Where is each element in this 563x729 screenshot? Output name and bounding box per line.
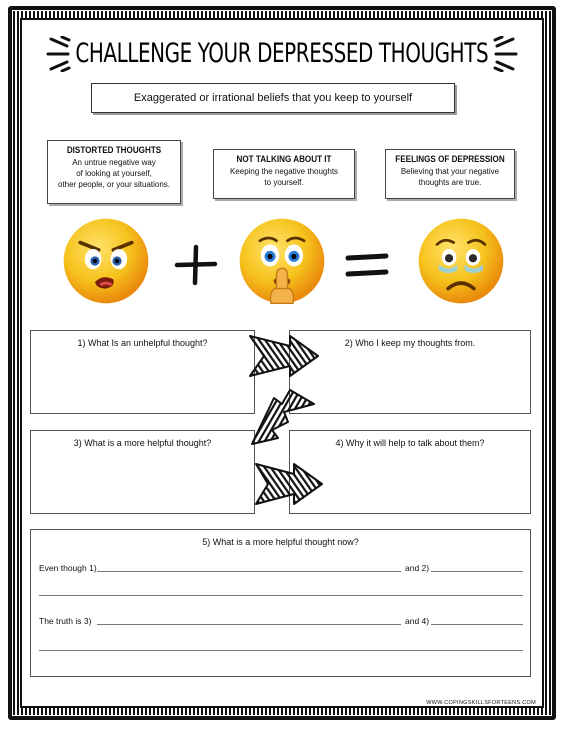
- shush-emoji-icon: [236, 215, 328, 307]
- fill-row-2-start: The truth is 3): [39, 616, 92, 626]
- definition-line: thoughts are true.: [418, 178, 482, 187]
- definition-line: other people, or your situations.: [57, 180, 171, 189]
- page-title-text: CHALLENGE YOUR DEPRESSED THOUGHTS: [75, 37, 489, 69]
- question-label: 1) What Is an unhelpful thought?: [77, 338, 208, 348]
- burst-right-icon: [492, 36, 522, 72]
- question-5-label: 5) What is a more helpful thought now?: [202, 537, 359, 547]
- angry-emoji-icon: [60, 215, 152, 307]
- arrow-right-2-icon: [252, 460, 326, 508]
- plus-sign-icon: [174, 243, 218, 287]
- blank-line-2[interactable]: [431, 571, 523, 572]
- definition-not-talking: [213, 149, 355, 199]
- definition-heading: FEELINGS OF DEPRESSION: [395, 154, 505, 164]
- fill-row-1: [39, 561, 523, 573]
- blank-line-full-2[interactable]: [39, 650, 523, 651]
- question-label: 4) Why it will help to talk about them?: [335, 438, 485, 448]
- blank-line-4[interactable]: [431, 624, 523, 625]
- arrow-right-icon: [246, 332, 322, 380]
- definition-line: to yourself.: [264, 178, 304, 187]
- equals-sign-icon: [344, 245, 390, 285]
- definition-line: An untrue negative way: [72, 158, 156, 167]
- arrow-down-left-icon: [248, 388, 318, 450]
- definition-feelings-of-depression: [385, 149, 515, 199]
- question-box-2[interactable]: [289, 330, 531, 414]
- blank-line-full-1[interactable]: [39, 595, 523, 596]
- definition-distorted-thoughts: [47, 140, 181, 204]
- crying-emoji-icon: [415, 215, 507, 307]
- definition-heading: NOT TALKING ABOUT IT: [236, 154, 332, 164]
- definition-line: of looking at yourself,: [76, 169, 152, 178]
- fill-row-2-mid: and 4): [405, 616, 430, 626]
- question-label: 3) What is a more helpful thought?: [73, 438, 212, 448]
- fill-row-1-mid: and 2): [405, 563, 430, 573]
- fill-row-2: [39, 614, 523, 626]
- blank-line-1[interactable]: [97, 571, 401, 572]
- definition-heading: DISTORTED THOUGHTS: [66, 145, 162, 155]
- question-box-1[interactable]: [30, 330, 255, 414]
- subtitle-text: Exaggerated or irrational beliefs that you keep to yourself: [133, 92, 413, 104]
- definition-line: Keeping the negative thoughts: [229, 167, 339, 176]
- fill-row-1-start: Even though 1): [39, 563, 97, 573]
- subtitle-box: [91, 83, 455, 113]
- blank-line-3[interactable]: [97, 624, 401, 625]
- question-box-5: [30, 529, 531, 677]
- footer-url: WWW.COPINGSKILLSFORTEENS.COM: [426, 700, 536, 706]
- question-box-3[interactable]: [30, 430, 255, 514]
- definition-line: Believing that your negative: [400, 167, 500, 176]
- page-title: [40, 28, 524, 78]
- question-label: 2) Who I keep my thoughts from.: [344, 338, 476, 348]
